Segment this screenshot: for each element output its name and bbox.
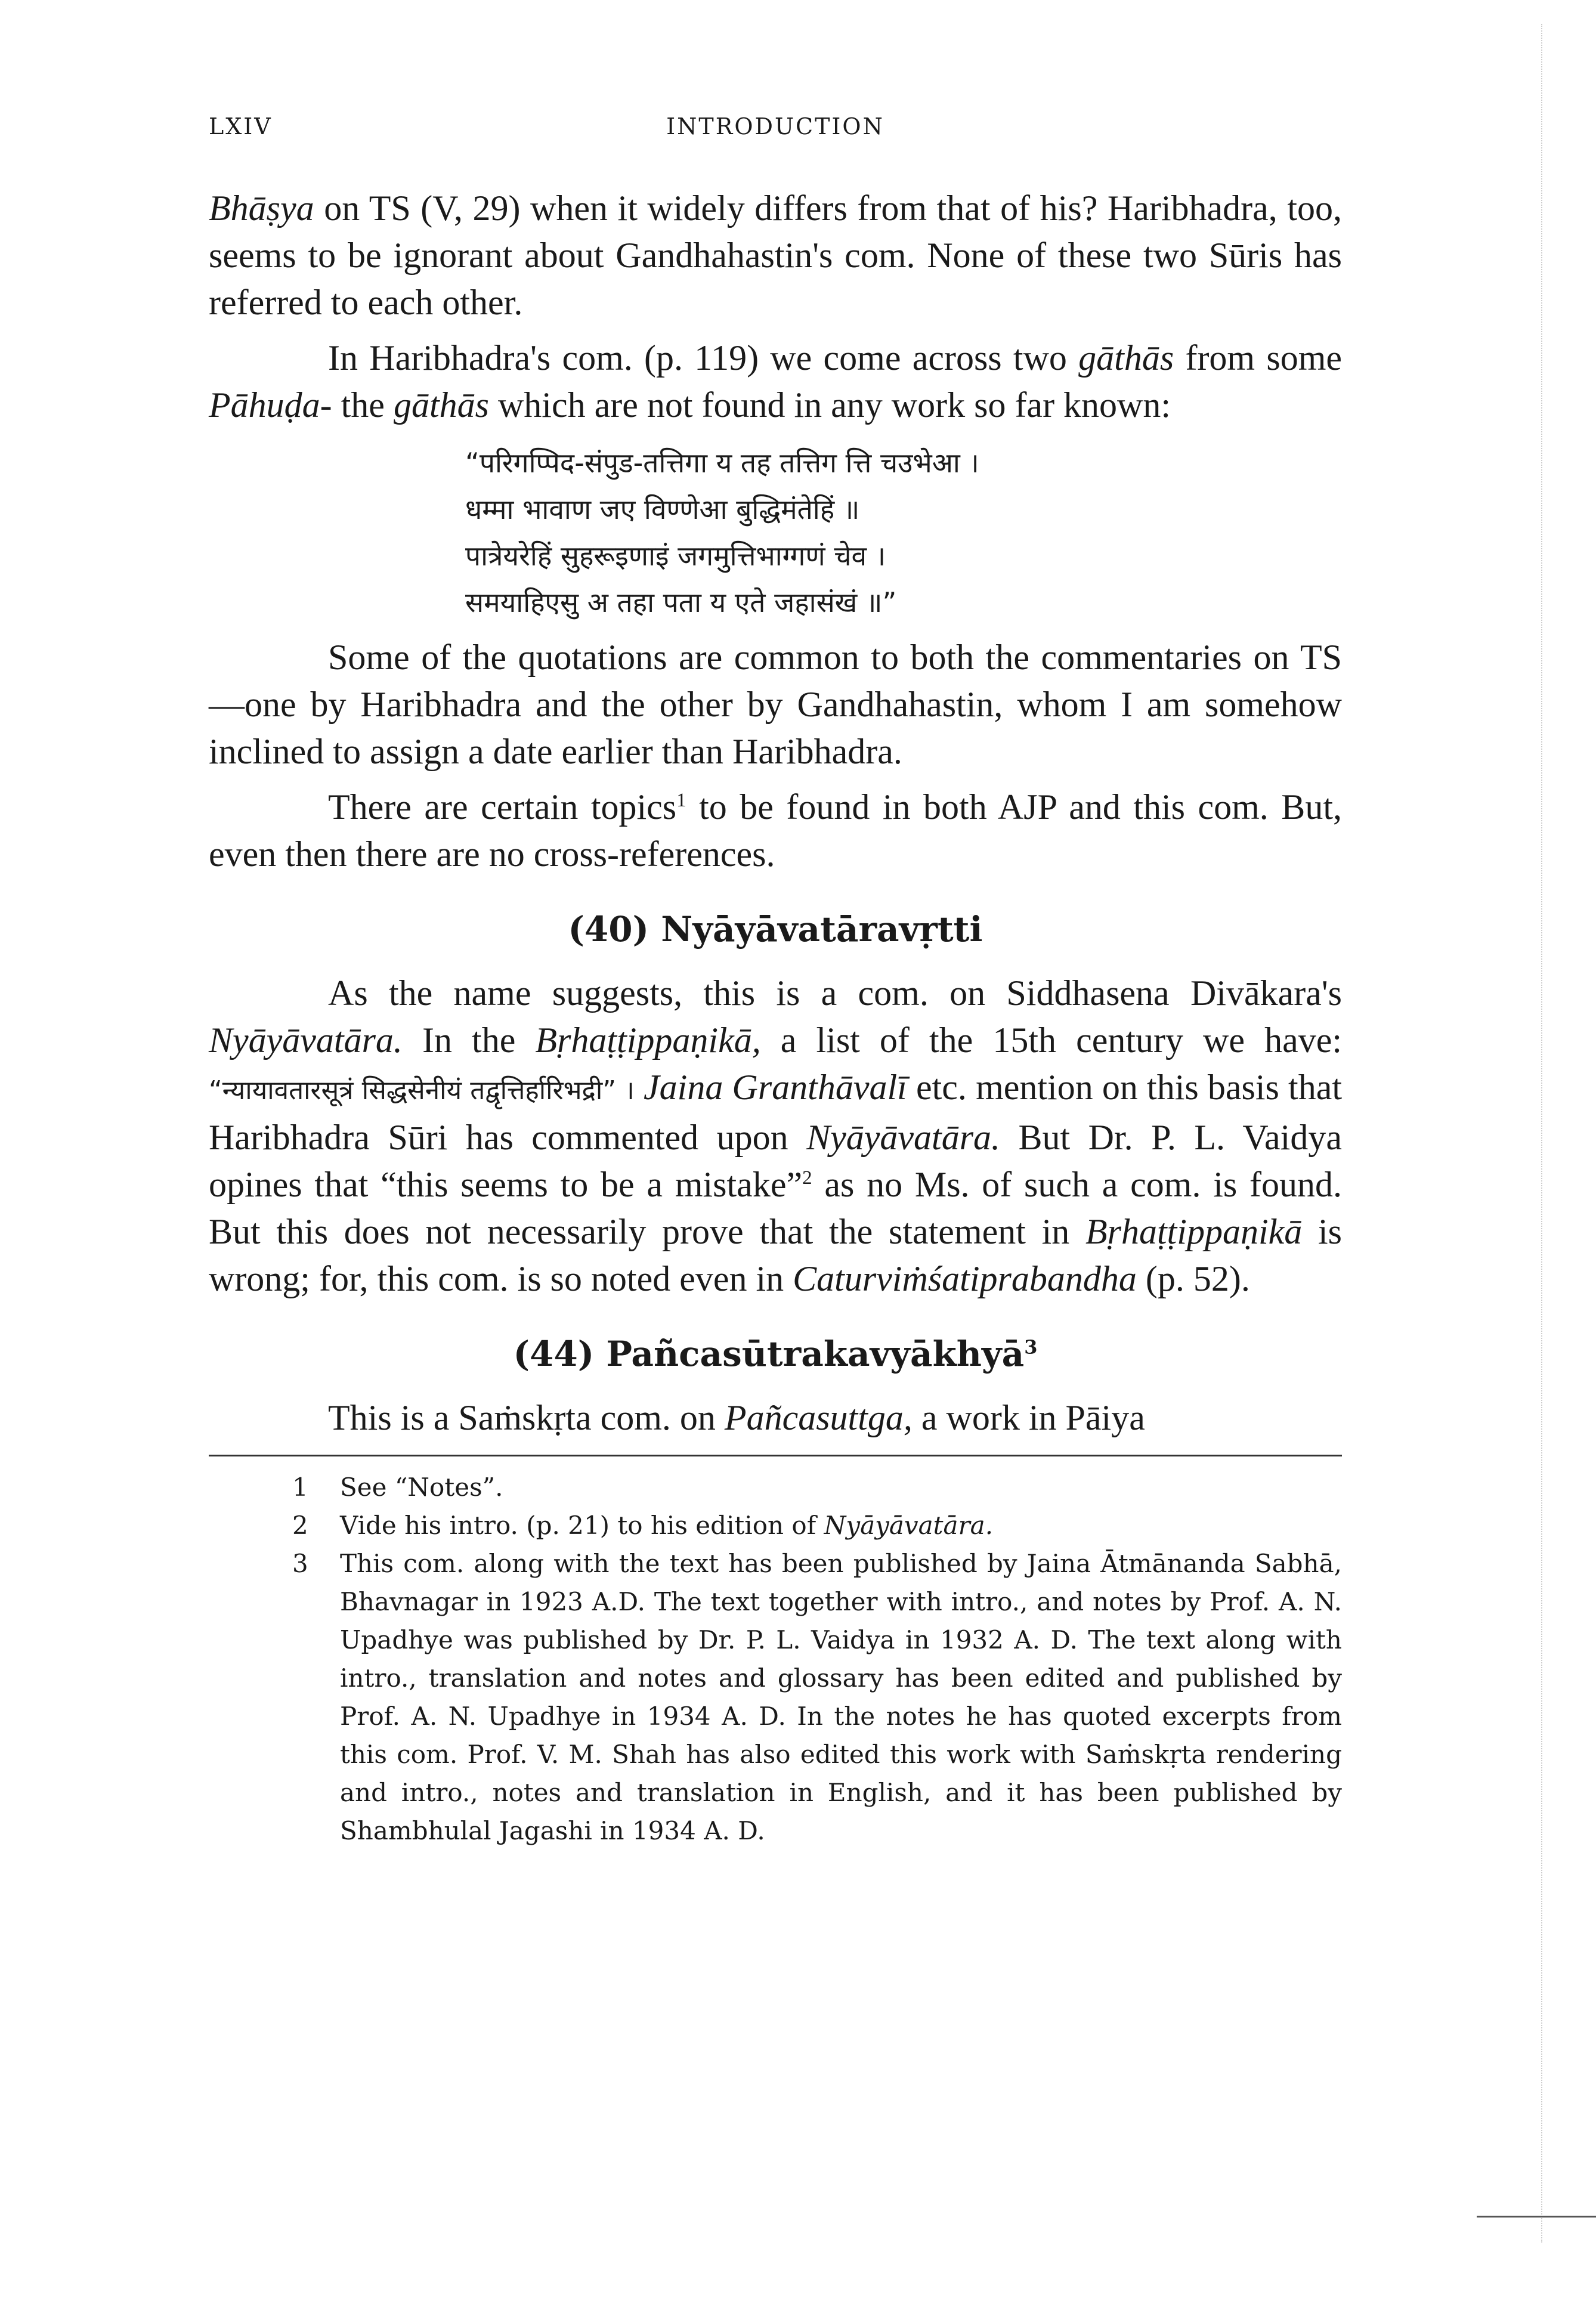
italic-term: Pāhuḍa xyxy=(209,385,320,425)
page-header xyxy=(209,113,1342,149)
italic-term: Pañcasuttga, xyxy=(724,1398,913,1437)
text-run: etc. mention on this basis that Haribhadra Sūri has commented upon xyxy=(209,1068,1343,1157)
italic-term: Caturviṁśatiprabandha xyxy=(793,1259,1137,1298)
devanagari-quote: “न्यायावतारसूत्रं सिद्धसेनीयं तद्वृत्तिर्हारिभद्री” । xyxy=(209,1075,635,1106)
text-run: There are certain topics xyxy=(328,787,677,827)
section-heading-40: (40) Nyāyāvatāravṛtti xyxy=(568,909,983,950)
text-run: a list of the 15th century we have: xyxy=(760,1020,1343,1060)
text-run: This is a Saṁskṛta com. on xyxy=(328,1398,725,1437)
page-number: LXIV xyxy=(209,113,273,140)
text-run: as no Ms. of such a com. is found. But this does not necessarily prove that the statement in xyxy=(209,1165,1342,1251)
text-run: is wrong; for, this com. is so noted even in xyxy=(209,1212,1342,1298)
paragraph-continued xyxy=(209,185,1342,326)
text-run: But Dr. P. L. Vaidya opines that “this seems to be a mistake” xyxy=(209,1118,1342,1204)
italic-term: Jaina Granthāvalī xyxy=(634,1068,907,1107)
footnote-text xyxy=(340,1507,1342,1545)
text-run: In the xyxy=(402,1020,536,1060)
text-run: As the name suggests, this is a com. on Siddhasena Divākara's xyxy=(328,973,1342,1013)
footnote-number: 2 xyxy=(292,1511,308,1540)
italic-term: Bṛhaṭṭippaṇikā xyxy=(1085,1212,1303,1251)
scan-edge-noise xyxy=(1541,24,1584,2243)
footnote-text: See “Notes”. xyxy=(340,1473,503,1502)
heading-text: (44) Pañcasūtrakavyākhyā xyxy=(513,1334,1025,1374)
text-run: a work in Pāiya xyxy=(912,1398,1145,1437)
footnote-divider xyxy=(209,1455,1342,1456)
section-heading-44 xyxy=(209,1330,1342,1378)
text-run: from some xyxy=(1174,338,1342,378)
italic-term: Nyāyāvatāra. xyxy=(806,1118,1001,1157)
verse-line: समयाहिएसु अ तहा पता य एते जहासंखं ॥” xyxy=(465,586,897,618)
scan-edge-mark xyxy=(1477,2216,1596,2218)
footnote xyxy=(292,1507,1342,1545)
paragraph-topics xyxy=(209,784,1342,878)
footnote-text: This com. along with the text has been published by Jaina Ātmānanda Sabhā, Bhavnagar in 1923 A.D. The text together with intro., and notes by Prof. A. N. Upadhye was published by Dr. P. L. Vaidya in 1932 A. D. The text along with intro., translation and notes and glossary has been edited and published by Prof. A. N. Upadhye in 1934 A. D. In the notes he has quoted excerpts from this com. Prof. V. M. Shah has also edited this work with Saṁskṛta rendering and intro., notes and translation in English, and it has been published by Shambhulal Jagashi in 1934 A. D. xyxy=(340,1549,1342,1845)
footnote xyxy=(292,1468,1342,1507)
main-text xyxy=(209,185,1342,1442)
verse-line: “परिगप्पिद-संपुड-तत्तिगा य तह तत्तिग त्ति चउभेआ । xyxy=(465,447,979,479)
text-run: - the xyxy=(320,385,394,425)
footnote-ref: 2 xyxy=(802,1167,812,1189)
footnotes xyxy=(209,1468,1342,1850)
text-run: on TS (V, 29) when it widely differs from that of his? Haribhadra, too, seems to be ignorant about Gandhahastin's com. None of these two Sūris has referred to each other. xyxy=(209,188,1342,322)
italic-term: Nyāyāvatāra. xyxy=(209,1020,403,1060)
footnote-number: 1 xyxy=(292,1473,308,1502)
footnote-ref: 3 xyxy=(1024,1335,1038,1359)
text-run: (p. 52). xyxy=(1136,1259,1250,1298)
running-title: INTRODUCTION xyxy=(666,113,884,140)
footnote-ref: 1 xyxy=(676,790,686,811)
text-run: Vide his intro. (p. 21) to his edition of xyxy=(340,1511,824,1540)
paragraph-pancasutra xyxy=(209,1394,1342,1442)
text-run: to be found in both AJP and this com. But, even then there are no cross-references. xyxy=(209,787,1342,874)
footnote-number: 3 xyxy=(292,1549,308,1578)
italic-term: Bṛhaṭṭippaṇikā, xyxy=(535,1020,761,1060)
verse-quotation xyxy=(465,440,1342,626)
italic-term: Nyāyāvatāra. xyxy=(824,1511,994,1540)
italic-term: gāthās xyxy=(1078,338,1174,378)
paragraph-nyayavatara xyxy=(209,970,1342,1303)
italic-term: gāthās xyxy=(393,385,489,425)
page xyxy=(209,113,1342,1850)
paragraph-quotations: Some of the quotations are common to both the commentaries on TS—one by Haribhadra and the other by Gandhahastin, whom I am somehow inclined to assign a date earlier than Haribhadra. xyxy=(209,638,1342,771)
text-run: In Haribhadra's com. (p. 119) we come across two xyxy=(328,338,1079,378)
footnote xyxy=(292,1545,1342,1850)
text-run: which are not found in any work so far known: xyxy=(488,385,1171,425)
italic-term: Bhāṣya xyxy=(209,188,314,228)
verse-line: धम्मा भावाण जए विण्णेआ बुद्धिमंतेहिं ॥ xyxy=(465,493,860,525)
verse-line: पात्रेयरेहिं सुहरूइणाइं जगमुत्तिभाग्गणं चेव । xyxy=(465,540,886,572)
paragraph-haribhadra xyxy=(209,335,1342,429)
